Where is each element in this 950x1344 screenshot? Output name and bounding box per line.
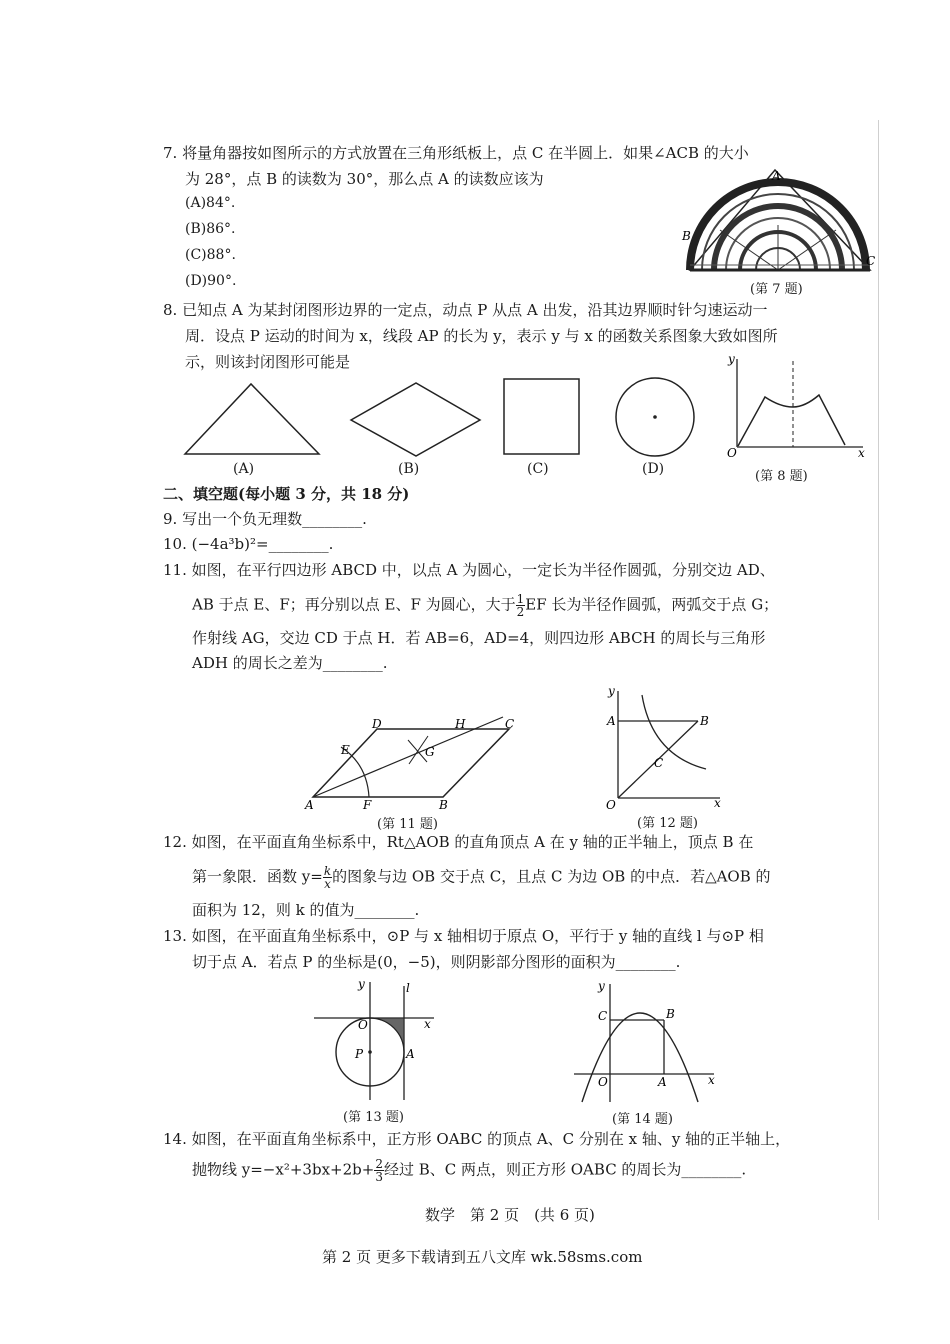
q8-option-b: (B) bbox=[398, 461, 420, 477]
q7-line2: 为 28°，点 B 的读数为 30°，那么点 A 的读数应该为 bbox=[185, 170, 544, 188]
q12-label-a: A bbox=[607, 714, 616, 728]
q8-caption: (第 8 题) bbox=[755, 469, 808, 484]
q13-label-a: A bbox=[406, 1047, 415, 1061]
q12-label-b: B bbox=[700, 714, 709, 728]
q12-frac-num: k bbox=[323, 864, 332, 878]
q14-caption: (第 14 题) bbox=[612, 1112, 673, 1127]
q12-label-c: C bbox=[654, 756, 664, 770]
q8-option-a: (A) bbox=[233, 461, 255, 477]
q11-label-f: F bbox=[363, 798, 372, 812]
q11-label-g: G bbox=[425, 745, 435, 759]
q12-frac-den: x bbox=[324, 877, 331, 891]
q8-line2: 周．设点 P 运动的时间为 x，线段 AP 的长为 y，表示 y 与 x 的函数关系图象大致如图所 bbox=[185, 327, 778, 345]
q13-line2: 切于点 A．若点 P 的坐标是(0，−5)，则阴影部分图形的面积为________. bbox=[192, 953, 681, 971]
page-footer: 数学 第 2 页 (共 6 页) bbox=[425, 1206, 595, 1224]
q7-option-a: (A)84°. bbox=[185, 195, 236, 211]
q7-label-b: B bbox=[682, 229, 691, 243]
q8-graph-figure bbox=[725, 352, 865, 460]
q13-axis-x: x bbox=[424, 1017, 431, 1031]
scan-edge-line bbox=[878, 120, 879, 1220]
q14-line2-start: 抛物线 y=−x²+3bx+2b+ bbox=[192, 1160, 375, 1179]
site-footer: 第 2 页 更多下载请到五八文库 wk.58sms.com bbox=[322, 1248, 643, 1266]
q14-line1: 14. 如图，在平面直角坐标系中，正方形 OABC 的顶点 A、C 分别在 x 轴、y 轴的正半轴上， bbox=[163, 1130, 791, 1148]
q12-line3: 面积为 12，则 k 的值为________. bbox=[192, 901, 420, 919]
q13-line1: 13. 如图，在平面直角坐标系中，⊙P 与 x 轴相切于原点 O，平行于 y 轴的直线 l 与⊙P 相 bbox=[163, 927, 764, 945]
q7-protractor-figure bbox=[680, 165, 880, 275]
q8-triangle-shape bbox=[183, 380, 323, 460]
q14-line2 bbox=[192, 1158, 746, 1183]
q14-frac-den: 3 bbox=[375, 1170, 383, 1184]
q11-fraction bbox=[516, 593, 526, 618]
q11-parallelogram-figure bbox=[305, 712, 535, 812]
q11-label-h: H bbox=[455, 717, 466, 731]
q11-frac-den: 2 bbox=[516, 605, 525, 619]
q11-line3: 作射线 AG，交边 CD 于点 H．若 AB=6，AD=4，则四边形 ABCH 的周长与三角形 bbox=[192, 629, 766, 647]
q8-rhombus-shape bbox=[348, 380, 488, 460]
q12-axis-y: y bbox=[608, 684, 615, 698]
q12-graph-figure bbox=[598, 685, 728, 810]
q7-option-b: (B)86°. bbox=[185, 221, 236, 237]
q12-line1: 12. 如图，在平面直角坐标系中，Rt△AOB 的直角顶点 A 在 y 轴的正半轴上，顶点 B 在 bbox=[163, 833, 754, 851]
q11-line1: 11. 如图，在平行四边形 ABCD 中，以点 A 为圆心，一定长为半径作圆弧，分别交边 AD、 bbox=[163, 561, 775, 579]
q8-option-c: (C) bbox=[527, 461, 549, 477]
q14-axis-y: y bbox=[598, 979, 605, 993]
q11-caption: (第 11 题) bbox=[377, 817, 438, 832]
q13-label-l: l bbox=[406, 981, 410, 995]
q8-circle-shape bbox=[613, 375, 697, 459]
q11-line2 bbox=[192, 593, 778, 618]
q11-line2-start: AB 于点 E、F；再分别以点 E、F 为圆心，大于 bbox=[192, 595, 516, 614]
q8-line1: 8. 已知点 A 为某封闭图形边界的一定点，动点 P 从点 A 出发，沿其边界顺时针匀速运动一 bbox=[163, 301, 768, 319]
q14-frac-num: 2 bbox=[375, 1157, 383, 1171]
q11-frac-num: 1 bbox=[516, 592, 525, 606]
q13-label-p: P bbox=[355, 1047, 364, 1061]
q11-label-d: D bbox=[372, 717, 382, 731]
q9-text: 9. 写出一个负无理数________. bbox=[163, 510, 367, 528]
q12-fraction bbox=[323, 865, 332, 890]
q14-label-a: A bbox=[658, 1075, 667, 1089]
q8-axis-y: y bbox=[728, 352, 735, 366]
q12-line2-start: 第一象限．函数 y= bbox=[192, 867, 323, 886]
q14-label-b: B bbox=[666, 1007, 675, 1021]
q7-label-c: C bbox=[866, 254, 876, 268]
q13-axis-y: y bbox=[358, 977, 365, 991]
q7-option-d: (D)90°. bbox=[185, 273, 237, 289]
q12-line2-end: 的图象与边 OB 交于点 C，且点 C 为边 OB 的中点．若△AOB 的 bbox=[332, 867, 771, 886]
q7-option-c: (C)88°. bbox=[185, 247, 236, 263]
q13-circle-figure bbox=[312, 977, 442, 1105]
q12-axis-x: x bbox=[714, 796, 721, 810]
section2-title: 二、填空题(每小题 3 分，共 18 分) bbox=[163, 485, 410, 503]
q13-caption: (第 13 题) bbox=[343, 1110, 404, 1125]
q7-label-a: A bbox=[772, 169, 781, 183]
q13-label-o: O bbox=[358, 1018, 368, 1032]
q10-text: 10. (−4a³b)²=________. bbox=[163, 535, 334, 553]
q12-label-o: O bbox=[606, 798, 616, 812]
q11-line2-end: EF 长为半径作圆弧，两弧交于点 G； bbox=[525, 595, 779, 614]
q8-axis-o: O bbox=[727, 446, 737, 460]
q14-axis-x: x bbox=[708, 1073, 715, 1087]
q11-line4: ADH 的周长之差为________. bbox=[192, 654, 388, 672]
q7-caption: (第 7 题) bbox=[750, 282, 803, 297]
q14-parabola-figure bbox=[570, 980, 720, 1105]
q8-option-d: (D) bbox=[642, 461, 665, 477]
q14-label-c: C bbox=[598, 1009, 608, 1023]
q12-line2 bbox=[192, 865, 771, 890]
q11-label-a: A bbox=[305, 798, 314, 812]
q14-fraction bbox=[374, 1158, 384, 1183]
q11-label-c: C bbox=[505, 717, 515, 731]
q7-line1: 7. 将量角器按如图所示的方式放置在三角形纸板上，点 C 在半圆上．如果∠ACB 的大小 bbox=[163, 144, 749, 162]
q11-label-e: E bbox=[341, 743, 350, 757]
q12-caption: (第 12 题) bbox=[637, 816, 698, 831]
q14-line2-end: 经过 B、C 两点，则正方形 OABC 的周长为________. bbox=[383, 1160, 747, 1179]
q8-line3: 示，则该封闭图形可能是 bbox=[185, 353, 351, 371]
q8-axis-x: x bbox=[858, 446, 865, 460]
q8-square-shape bbox=[502, 377, 582, 457]
q14-label-o: O bbox=[598, 1075, 608, 1089]
q11-label-b: B bbox=[439, 798, 448, 812]
